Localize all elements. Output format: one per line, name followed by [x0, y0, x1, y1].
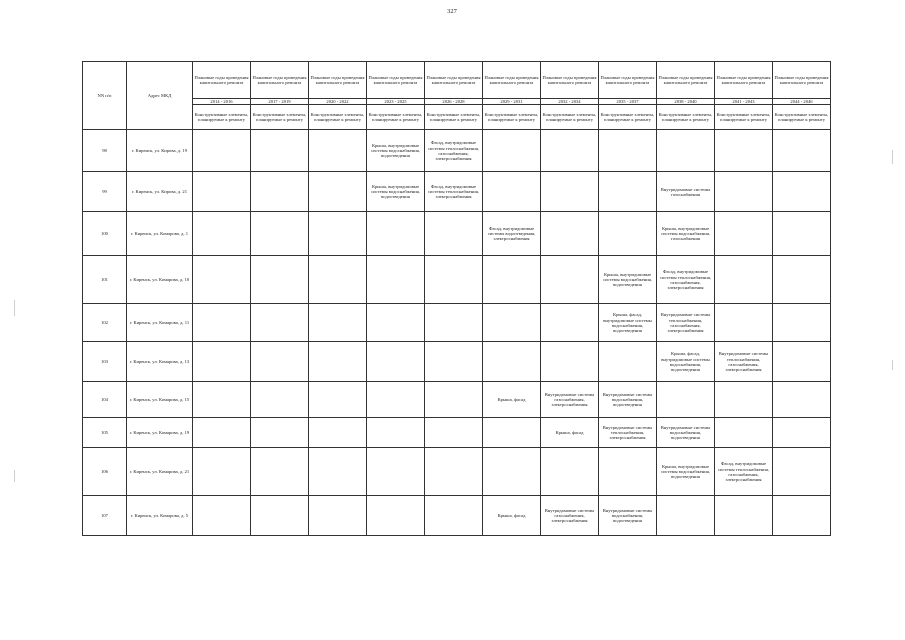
repair-elements-cell: Фасад, внутридомовые системы теплоснабжения, газоснабжения, электроснабжения — [657, 256, 715, 304]
repair-elements-cell — [483, 172, 541, 212]
header-elements-title: Конструктивные элементы, планируемые к ремонту — [599, 105, 657, 130]
header-elements-title: Конструктивные элементы, планируемые к ремонту — [425, 105, 483, 130]
repair-elements-cell — [541, 172, 599, 212]
repair-elements-cell — [309, 342, 367, 382]
table-row — [83, 342, 831, 382]
repair-elements-cell: Внутридомовые системы теплоснабжения, газоснабжения, электроснабжения — [657, 304, 715, 342]
repair-elements-cell — [193, 212, 251, 256]
repair-elements-cell — [251, 382, 309, 418]
header-elements-title: Конструктивные элементы, планируемые к ремонту — [483, 105, 541, 130]
repair-elements-cell: Внутридомовые системы водоснабжения, водоотведения — [599, 382, 657, 418]
repair-elements-cell: Крыша, фасад — [541, 418, 599, 448]
repair-elements-cell — [251, 256, 309, 304]
repair-elements-cell — [425, 496, 483, 536]
header-elements-title: Конструктивные элементы, планируемые к ремонту — [715, 105, 773, 130]
row-address: г. Киренск, ул. Комарова, д. 21 — [127, 448, 193, 496]
repair-elements-cell — [483, 256, 541, 304]
repair-elements-cell — [599, 448, 657, 496]
header-period-years: 2026 - 2028 — [425, 99, 483, 105]
repair-elements-cell: Крыша, внутридомовые системы водоснабжения, водоотведения — [657, 448, 715, 496]
header-elements-title: Конструктивные элементы, планируемые к ремонту — [367, 105, 425, 130]
header-elements-title: Конструктивные элементы, планируемые к ремонту — [309, 105, 367, 130]
header-elements-title: Конструктивные элементы, планируемые к ремонту — [251, 105, 309, 130]
repair-elements-cell — [425, 382, 483, 418]
table-row — [83, 304, 831, 342]
row-address: г. Киренск, ул. Комарова, д. 11 — [127, 304, 193, 342]
row-address: г. Киренск, ул. Комарова, д. 13 — [127, 342, 193, 382]
repair-elements-cell — [599, 130, 657, 172]
header-period-title: Плановые годы проведения капитального ремонта — [715, 62, 773, 99]
repair-elements-cell: Внутридомовые системы газоснабжения — [657, 172, 715, 212]
header-period-years: 2029 - 2031 — [483, 99, 541, 105]
repair-elements-cell — [773, 304, 831, 342]
header-period-title: Плановые годы проведения капитального ремонта — [773, 62, 831, 99]
table-row — [83, 448, 831, 496]
repair-elements-cell — [483, 304, 541, 342]
repair-elements-cell — [309, 496, 367, 536]
table-row — [83, 130, 831, 172]
header-period-title: Плановые годы проведения капитального ремонта — [657, 62, 715, 99]
repair-elements-cell: Крыша, фасад — [483, 382, 541, 418]
repair-elements-cell — [715, 212, 773, 256]
table-row — [83, 212, 831, 256]
row-address: г. Киренск, ул. Комарова, д. 19 — [127, 418, 193, 448]
header-period-years: 2041 - 2043 — [715, 99, 773, 105]
repair-elements-cell — [193, 130, 251, 172]
repair-elements-cell: Фасад, внутридомовые системы теплоснабжения, газоснабжения, электроснабжения — [425, 130, 483, 172]
header-period-title: Плановые годы проведения капитального ремонта — [541, 62, 599, 99]
capital-repair-schedule-table — [82, 61, 831, 536]
table-row — [83, 496, 831, 536]
repair-elements-cell — [541, 256, 599, 304]
repair-elements-cell — [309, 212, 367, 256]
header-period-years: 2044 - 2046 — [773, 99, 831, 105]
repair-elements-cell — [773, 418, 831, 448]
repair-elements-cell: Фасад, внутридомовые системы теплоснабжения, газоснабжения, электроснабжения — [715, 448, 773, 496]
row-number: 107 — [83, 496, 127, 536]
repair-elements-cell — [773, 130, 831, 172]
repair-elements-cell: Крыша, внутридомовые системы водоснабжения, водоотведения — [599, 256, 657, 304]
repair-elements-cell — [367, 304, 425, 342]
header-period-title: Плановые годы проведения капитального ремонта — [367, 62, 425, 99]
repair-elements-cell: Крыша, внутридомовые системы водоснабжения, газоснабжения — [657, 212, 715, 256]
repair-elements-cell — [541, 342, 599, 382]
row-number: 101 — [83, 256, 127, 304]
repair-elements-cell — [193, 256, 251, 304]
header-period-title: Плановые годы проведения капитального ремонта — [425, 62, 483, 99]
repair-elements-cell — [193, 382, 251, 418]
repair-elements-cell — [425, 448, 483, 496]
header-period-years: 2017 - 2019 — [251, 99, 309, 105]
row-address: г. Киренск, ул. Комарова, д. 1 — [127, 212, 193, 256]
repair-elements-cell — [309, 448, 367, 496]
header-period-title: Плановые годы проведения капитального ремонта — [193, 62, 251, 99]
repair-elements-cell — [715, 382, 773, 418]
repair-elements-cell — [193, 496, 251, 536]
repair-elements-cell — [193, 342, 251, 382]
repair-elements-cell — [715, 496, 773, 536]
repair-elements-cell — [715, 130, 773, 172]
row-address: г. Киренск, ул. Комарова, д. 10 — [127, 256, 193, 304]
repair-elements-cell — [483, 448, 541, 496]
row-address: г. Киренск, ул. Кирова, д. 21 — [127, 172, 193, 212]
header-num-cell: NN п/п — [83, 62, 127, 130]
header-period-years: 2020 - 2022 — [309, 99, 367, 105]
row-address: г. Киренск, ул. Кирова, д. 19 — [127, 130, 193, 172]
header-elements-title: Конструктивные элементы, планируемые к ремонту — [773, 105, 831, 130]
repair-elements-cell — [367, 342, 425, 382]
repair-elements-cell: Внутридомовые системы водоснабжения, водоотведения — [599, 496, 657, 536]
header-elements-title: Конструктивные элементы, планируемые к ремонту — [657, 105, 715, 130]
repair-elements-cell — [715, 418, 773, 448]
repair-elements-cell — [715, 172, 773, 212]
repair-elements-cell — [193, 448, 251, 496]
repair-elements-cell — [773, 256, 831, 304]
header-elements-title: Конструктивные элементы, планируемые к ремонту — [541, 105, 599, 130]
header-period-years: 2032 - 2034 — [541, 99, 599, 105]
repair-elements-cell — [541, 212, 599, 256]
repair-elements-cell — [367, 448, 425, 496]
row-address: г. Киренск, ул. Комарова, д. 5 — [127, 496, 193, 536]
repair-elements-cell — [193, 304, 251, 342]
repair-elements-cell — [483, 342, 541, 382]
repair-elements-cell — [367, 256, 425, 304]
repair-elements-cell — [715, 304, 773, 342]
header-period-years: 2023 - 2025 — [367, 99, 425, 105]
repair-elements-cell — [309, 256, 367, 304]
repair-elements-cell — [251, 172, 309, 212]
repair-elements-cell: Крыша, фасад, внутридомовые системы водоснабжения, водоотведения — [599, 304, 657, 342]
repair-elements-cell — [251, 448, 309, 496]
repair-elements-cell — [425, 304, 483, 342]
repair-elements-cell — [541, 304, 599, 342]
repair-elements-cell: Внутридомовые системы водоснабжения, водоотведения — [657, 418, 715, 448]
table-row — [83, 172, 831, 212]
repair-elements-cell — [425, 256, 483, 304]
header-period-title: Плановые годы проведения капитального ремонта — [483, 62, 541, 99]
row-address: г. Киренск, ул. Комарова, д. 15 — [127, 382, 193, 418]
repair-elements-cell — [657, 496, 715, 536]
row-number: 99 — [83, 172, 127, 212]
repair-elements-cell: Фасад, внутридомовые системы теплоснабжения, электроснабжения — [425, 172, 483, 212]
repair-elements-cell — [251, 212, 309, 256]
repair-elements-cell — [251, 418, 309, 448]
repair-elements-cell — [251, 342, 309, 382]
row-number: 106 — [83, 448, 127, 496]
repair-elements-cell — [483, 130, 541, 172]
repair-elements-cell: Внутридомовые системы газоснабжения, электроснабжения — [541, 382, 599, 418]
repair-elements-cell — [773, 172, 831, 212]
repair-elements-cell — [541, 448, 599, 496]
repair-elements-cell — [425, 342, 483, 382]
repair-elements-cell — [599, 212, 657, 256]
repair-elements-cell — [773, 448, 831, 496]
row-number: 105 — [83, 418, 127, 448]
repair-elements-cell — [251, 304, 309, 342]
table-row — [83, 418, 831, 448]
repair-elements-cell — [773, 496, 831, 536]
repair-elements-cell — [309, 130, 367, 172]
header-period-title: Плановые годы проведения капитального ремонта — [251, 62, 309, 99]
header-period-years: 2035 - 2037 — [599, 99, 657, 105]
repair-elements-cell — [367, 382, 425, 418]
repair-elements-cell — [367, 496, 425, 536]
header-period-title: Плановые годы проведения капитального ремонта — [599, 62, 657, 99]
repair-elements-cell — [657, 130, 715, 172]
header-period-title: Плановые годы проведения капитального ремонта — [309, 62, 367, 99]
repair-elements-cell — [425, 212, 483, 256]
page-number: 327 — [447, 8, 457, 15]
repair-elements-cell — [599, 172, 657, 212]
repair-elements-cell: Крыша, внутридомовые системы водоснабжения, водоотведения — [367, 130, 425, 172]
repair-elements-cell — [309, 418, 367, 448]
repair-elements-cell — [309, 304, 367, 342]
repair-elements-cell: Внутридомовые системы теплоснабжения, электроснабжения — [599, 418, 657, 448]
repair-elements-cell — [309, 172, 367, 212]
table-row — [83, 382, 831, 418]
repair-elements-cell — [367, 418, 425, 448]
repair-elements-cell — [773, 382, 831, 418]
repair-elements-cell — [367, 212, 425, 256]
repair-elements-cell — [309, 382, 367, 418]
row-number: 98 — [83, 130, 127, 172]
repair-elements-cell — [425, 418, 483, 448]
row-number: 103 — [83, 342, 127, 382]
repair-elements-cell — [773, 342, 831, 382]
header-address-cell: Адрес МКД — [127, 62, 193, 130]
header-elements-title: Конструктивные элементы, планируемые к ремонту — [193, 105, 251, 130]
repair-elements-cell: Внутридомовые системы теплоснабжения, газоснабжения, электроснабжения — [715, 342, 773, 382]
repair-elements-cell — [541, 130, 599, 172]
row-number: 102 — [83, 304, 127, 342]
repair-elements-cell: Внутридомовые системы газоснабжения, электроснабжения — [541, 496, 599, 536]
header-period-years: 2014 - 2016 — [193, 99, 251, 105]
repair-elements-cell — [773, 212, 831, 256]
repair-elements-cell: Крыша, фасад, внутридомовые системы водоснабжения, водоотведения — [657, 342, 715, 382]
repair-elements-cell — [715, 256, 773, 304]
repair-elements-cell — [251, 496, 309, 536]
header-period-years: 2038 - 2040 — [657, 99, 715, 105]
repair-elements-cell: Крыша, внутридомовые системы водоснабжения, водоотведения — [367, 172, 425, 212]
row-number: 100 — [83, 212, 127, 256]
row-number: 104 — [83, 382, 127, 418]
repair-elements-cell: Фасад, внутридомовые системы водоотведения, электроснабжения — [483, 212, 541, 256]
repair-elements-cell — [599, 342, 657, 382]
table-row — [83, 256, 831, 304]
repair-elements-cell — [657, 382, 715, 418]
repair-elements-cell — [483, 418, 541, 448]
repair-elements-cell: Крыша, фасад — [483, 496, 541, 536]
repair-elements-cell — [193, 172, 251, 212]
repair-elements-cell — [193, 418, 251, 448]
repair-elements-cell — [251, 130, 309, 172]
